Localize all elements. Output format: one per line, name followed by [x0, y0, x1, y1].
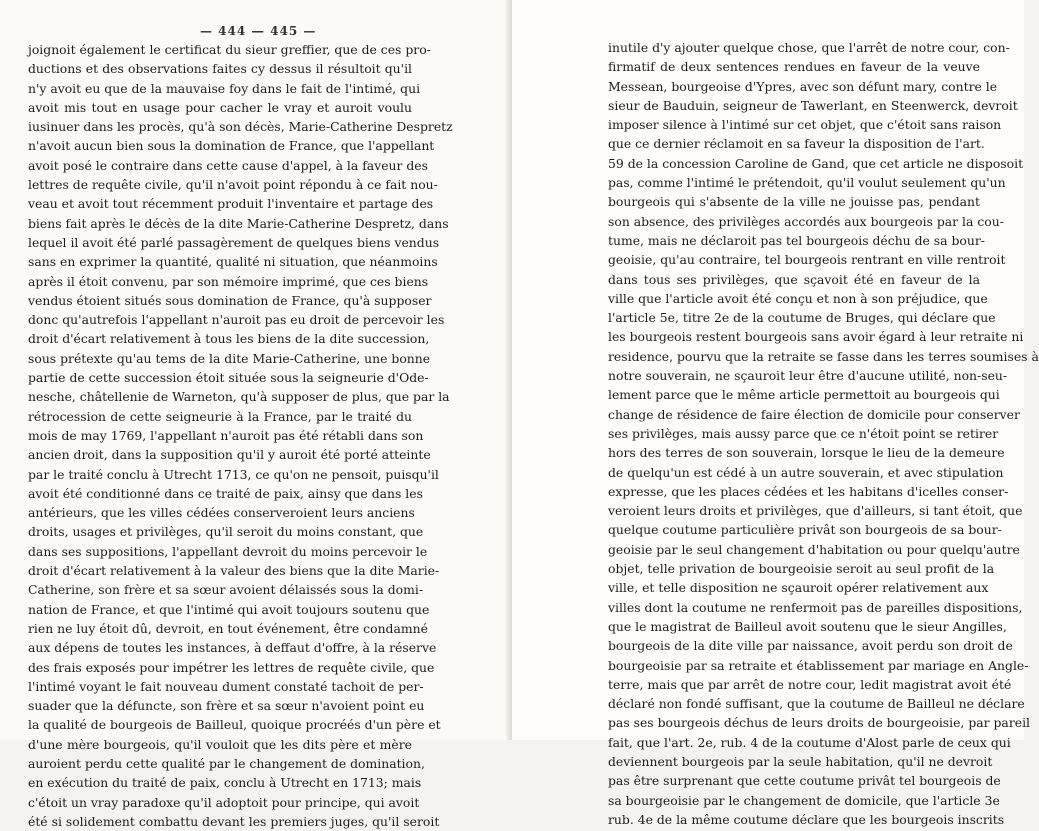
text-line: geoisie par le seul changement d'habitation ou pour quelqu'autre — [608, 541, 1020, 557]
text-line: rub. 4e de la même coutume déclare que les bourgeois inscrits — [608, 811, 1005, 827]
text-line: des frais exposés pour impétrer les lettres de requête civile, que — [28, 659, 435, 675]
text-line: droits, usages et privilèges, qu'il seroit du moins constant, que — [28, 524, 424, 540]
right-page — [252, 0, 1039, 827]
text-line: avoit été conditionné dans ce traité de paix, ainsy que dans les — [28, 485, 423, 501]
text-line: expresse, que les places cédées et les habitans d'icelles conser- — [608, 483, 1009, 499]
text-line: été si solidement combattu devant les premiers juges, qu'il seroit — [28, 813, 440, 829]
text-line: pas ses bourgeois déchus de leurs droits de bourgeoisie, par pareil — [608, 715, 1030, 731]
text-line: deviennent bourgeois par la seule habitation, qu'il ne devroit — [608, 753, 993, 769]
text-line: auroient perdu cette qualité par le changement de domination, — [28, 755, 425, 771]
text-line: lement parce que le même article permettoit au bourgeois qui — [608, 387, 1000, 403]
text-line: que le magistrat de Bailleul avoit soutenu que le sieur Angilles, — [608, 618, 1007, 634]
text-line: aux dépens de toutes les instances, à deffaut d'offre, à la réserve — [28, 640, 437, 656]
text-line: tume, mais ne déclaroit pas tel bourgeois déchu de sa bour- — [608, 232, 985, 248]
text-line: en exécution du traité de paix, conclu à Utrecht en 1713; mais — [28, 775, 422, 791]
text-line: par le traité conclu à Utrecht 1713, ce qu'on ne pensoit, puisqu'il — [28, 466, 439, 482]
right-page-number: — 445 — — [252, 24, 317, 38]
text-line: Catherine, son frère et sa sœur avoient délaissés sous la domi- — [28, 582, 424, 598]
text-line: l'article 5e, titre 2e de la coutume de Bruges, qui déclare que — [608, 310, 996, 326]
text-line: après il étoit convenu, par son mémoire imprimé, que ces biens — [28, 273, 429, 289]
left-page — [0, 0, 512, 829]
text-line: dans ses suppositions, l'appellant devroit du moins percevoir le — [28, 543, 428, 559]
text-line: bourgeoisie par sa retraite et établissement par mariage en Angle- — [608, 657, 1029, 673]
text-line: firmatif de deux sentences rendues en faveur de la veuve — [608, 59, 980, 75]
text-line: ville, et telle disposition ne sçauroit opérer relativement aux — [608, 580, 989, 596]
text-line: antérieurs, que les villes cédées conserveroient leurs anciens — [28, 505, 415, 521]
text-line: fait, que l'art. 2e, rub. 4 de la coutume d'Alost parle de ceux qui — [608, 734, 1011, 750]
text-line: n'avoit aucun bien sous la domination de France, que l'appellant — [28, 138, 435, 154]
text-line: lequel il avoit été parlé passagèrement de quelques biens vendus — [28, 234, 440, 250]
text-line: que ce dernier réclamoit en sa faveur la disposition de l'art. — [608, 136, 985, 152]
text-line: geoisie, qu'au contraire, tel bourgeois rentrant en ville rentroit — [608, 252, 1006, 268]
text-line: veau et avoit tout récemment produit l'inventaire et partage des — [28, 196, 434, 212]
text-line: d'une mère bourgeois, qu'il vouloit que les dits père et mère — [28, 736, 412, 752]
text-line: objet, telle privation de bourgeoisie seroit au seul profit de la — [608, 561, 995, 577]
left-page-text — [28, 40, 453, 831]
text-line: droit d'écart relativement à la valeur des biens que la dite Marie- — [28, 563, 440, 579]
text-line: terre, mais que par arrêt de notre cour, ledit magistrat avoit été — [608, 676, 1012, 692]
text-line: notre souverain, ne sçauroit leur être d'aucune utilité, non-seu- — [608, 368, 1008, 384]
text-line: sans en exprimer la quantité, qualité ni situation, que néanmoins — [28, 254, 438, 270]
text-line: avoit mis tout en usage pour cacher le vray et auroit voulu — [28, 99, 412, 115]
text-line: pas, comme l'intimé le prétendoit, qu'il voulut seulement qu'un — [608, 175, 1006, 191]
text-line: ancien droit, dans la supposition qu'il y auroit été porté atteinte — [28, 447, 431, 463]
text-line: les bourgeois restent bourgeois sans avoir égard à leur retraite ni — [608, 329, 1024, 345]
left-page-number: — 444 — — [200, 24, 265, 38]
text-line: ses privilèges, mais aussy parce que ce n'étoit point se retirer — [608, 425, 999, 441]
text-line: l'intimé voyant le fait nouveau dument constaté tachoit de per- — [28, 678, 424, 694]
text-line: pas être surprenant que cette coutume privât tel bourgeois de — [608, 773, 1001, 789]
right-page-text — [608, 38, 1039, 829]
text-line: avoit posé le contraire dans cette cause d'appel, à la faveur des — [28, 157, 428, 173]
text-line: nation de France, et que l'intimé qui avoit toujours soutenu que — [28, 601, 430, 617]
text-line: residence, pourvu que la retraite se fasse dans les terres soumises à — [608, 348, 1039, 364]
text-line: sieur de Bauduin, seigneur de Tawerlant, en Steenwerck, devroit — [608, 97, 1018, 113]
text-line: biens fait après le décès de la dite Marie-Catherine Despretz, dans — [28, 215, 449, 231]
text-line: c'étoit un vray paradoxe qu'il adoptoit pour principe, qui avoit — [28, 794, 420, 810]
text-line: joignoit également le certificat du sieur greffier, que de ces pro- — [28, 42, 431, 57]
text-line: sa bourgeoisie par le changement de domicile, que l'article 3e — [608, 792, 1000, 808]
text-line: sous prétexte qu'au tems de la dite Marie-Catherine, une bonne — [28, 350, 431, 366]
text-line: partie de cette succession étoit située sous la seigneurie d'Ode- — [28, 370, 429, 386]
text-line: iusinuer dans les procès, qu'à son décès, Marie-Catherine Despretz — [28, 119, 453, 135]
text-line: droit d'écart relativement à tous les biens de la dite succession, — [28, 331, 430, 347]
text-line: rétrocession de cette seigneurie à la France, par le traité du — [28, 408, 412, 424]
text-line: bourgeois qui s'absente de la ville ne jouisse pas, pendant — [608, 194, 980, 210]
text-line: lettres de requête civile, qu'il n'avoit point répondu à ce fait nou- — [28, 177, 438, 193]
text-line: mois de may 1769, l'appellant n'auroit pas été rétabli dans son — [28, 427, 424, 443]
text-line: ville que l'article avoit été conçu et non à son préjudice, que — [608, 290, 988, 306]
text-line: déclaré non fondé suffisant, que la coutume de Bailleul ne déclare — [608, 696, 1025, 712]
text-line: donc qu'autrefois l'appellant n'auroit pas eu droit de percevoir les — [28, 312, 445, 328]
text-line: change de résidence de faire élection de domicile pour conserver — [608, 406, 1020, 422]
text-line: dans tous ses privilèges, que sçavoit été en faveur de la — [608, 271, 980, 287]
text-line: n'y avoit eu que de la mauvaise foy dans le fait de l'intimé, qui — [28, 80, 421, 96]
text-line: vendus étoient situés sous domination de France, qu'à supposer — [28, 292, 432, 308]
text-line: inutile d'y ajouter quelque chose, que l'arrêt de notre cour, con- — [608, 40, 1010, 55]
text-line: rien ne luy étoit dû, devroit, en tout événement, être condamné — [28, 620, 428, 636]
text-line: Messean, bourgeoise d'Ypres, avec son défunt mary, contre le — [608, 78, 998, 94]
text-line: son absence, des privilèges accordés aux bourgeois par la cou- — [608, 213, 1004, 229]
text-line: nesche, châtellenie de Warneton, qu'à supposer de plus, que par la — [28, 389, 450, 405]
text-line: 59 de la concession Caroline de Gand, que cet article ne disposoit — [608, 155, 1024, 171]
text-line: quelque coutume particulière privât son bourgeois de sa bour- — [608, 522, 1002, 538]
text-line: ductions et des observations faites cy dessus il résultoit qu'il — [28, 61, 412, 77]
text-line: de quelqu'un est cédé à un autre souverain, et avec stipulation — [608, 464, 1004, 480]
text-line: imposer silence à l'intimé sur cet objet, que c'étoit sans raison — [608, 117, 1002, 133]
text-line: hors des terres de son souverain, lorsque le lieu de la demeure — [608, 445, 1005, 461]
text-line: suader que la défuncte, son frère et sa sœur n'avoient point eu — [28, 698, 425, 714]
text-line: bourgeois de la dite ville par naissance, avoit perdu son droit de — [608, 638, 1013, 654]
text-line: veroient leurs droits et privilèges, que d'ailleurs, si tant étoit, que — [608, 503, 1023, 519]
text-line: la qualité de bourgeois de Bailleul, quoique procréés d'un père et — [28, 717, 441, 733]
text-line: villes dont la coutume ne renfermoit pas de pareilles dispositions, — [608, 599, 1023, 615]
